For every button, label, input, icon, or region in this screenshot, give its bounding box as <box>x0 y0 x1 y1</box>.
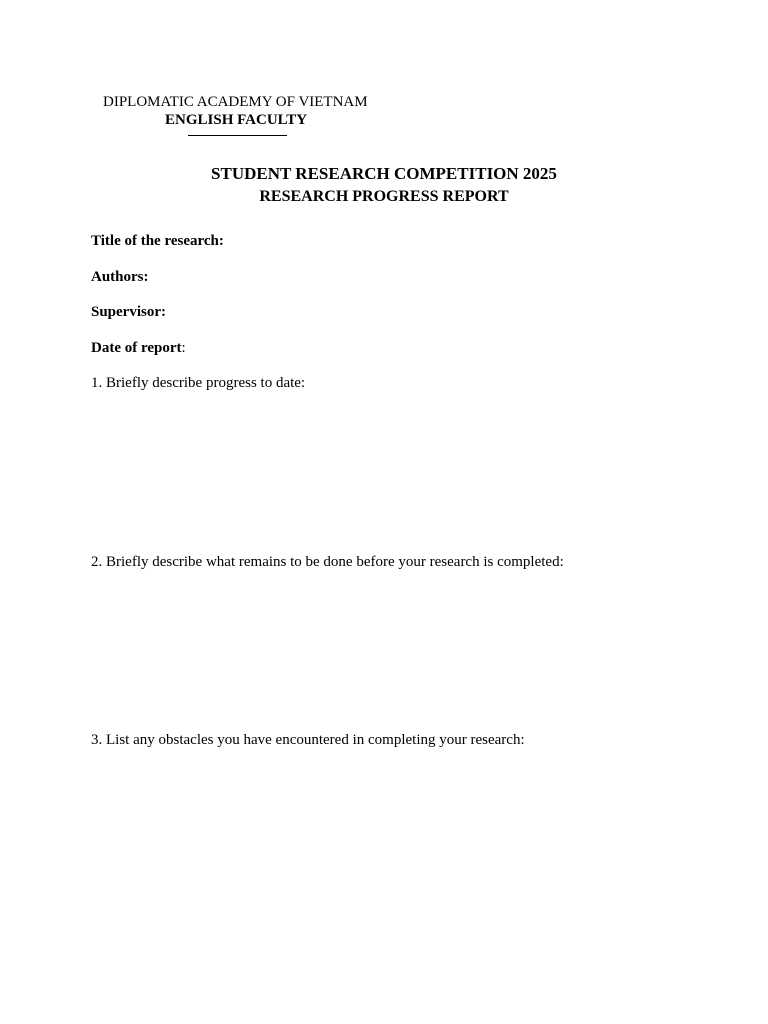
question-progress: 1. Briefly describe progress to date: <box>91 375 306 391</box>
header-divider <box>188 135 287 136</box>
field-research-title <box>91 232 224 250</box>
field-authors <box>91 268 149 286</box>
report-title: STUDENT RESEARCH COMPETITION 2025 <box>211 164 557 183</box>
supervisor-label: Supervisor: <box>91 304 166 320</box>
date-of-report-colon: : <box>181 340 186 356</box>
field-date-of-report <box>91 339 186 357</box>
faculty-name: ENGLISH FACULTY <box>165 112 308 128</box>
question-remaining-work: 2. Briefly describe what remains to be done before your research is completed: <box>91 554 564 570</box>
date-of-report-label: Date of report <box>91 340 182 356</box>
question-obstacles: 3. List any obstacles you have encountered in completing your research: <box>91 732 525 748</box>
authors-label: Authors: <box>91 269 149 285</box>
institution-name: DIPLOMATIC ACADEMY OF VIETNAM <box>103 94 368 110</box>
research-title-label: Title of the research: <box>91 233 224 249</box>
field-supervisor <box>91 303 166 321</box>
report-subtitle: RESEARCH PROGRESS REPORT <box>259 188 509 205</box>
